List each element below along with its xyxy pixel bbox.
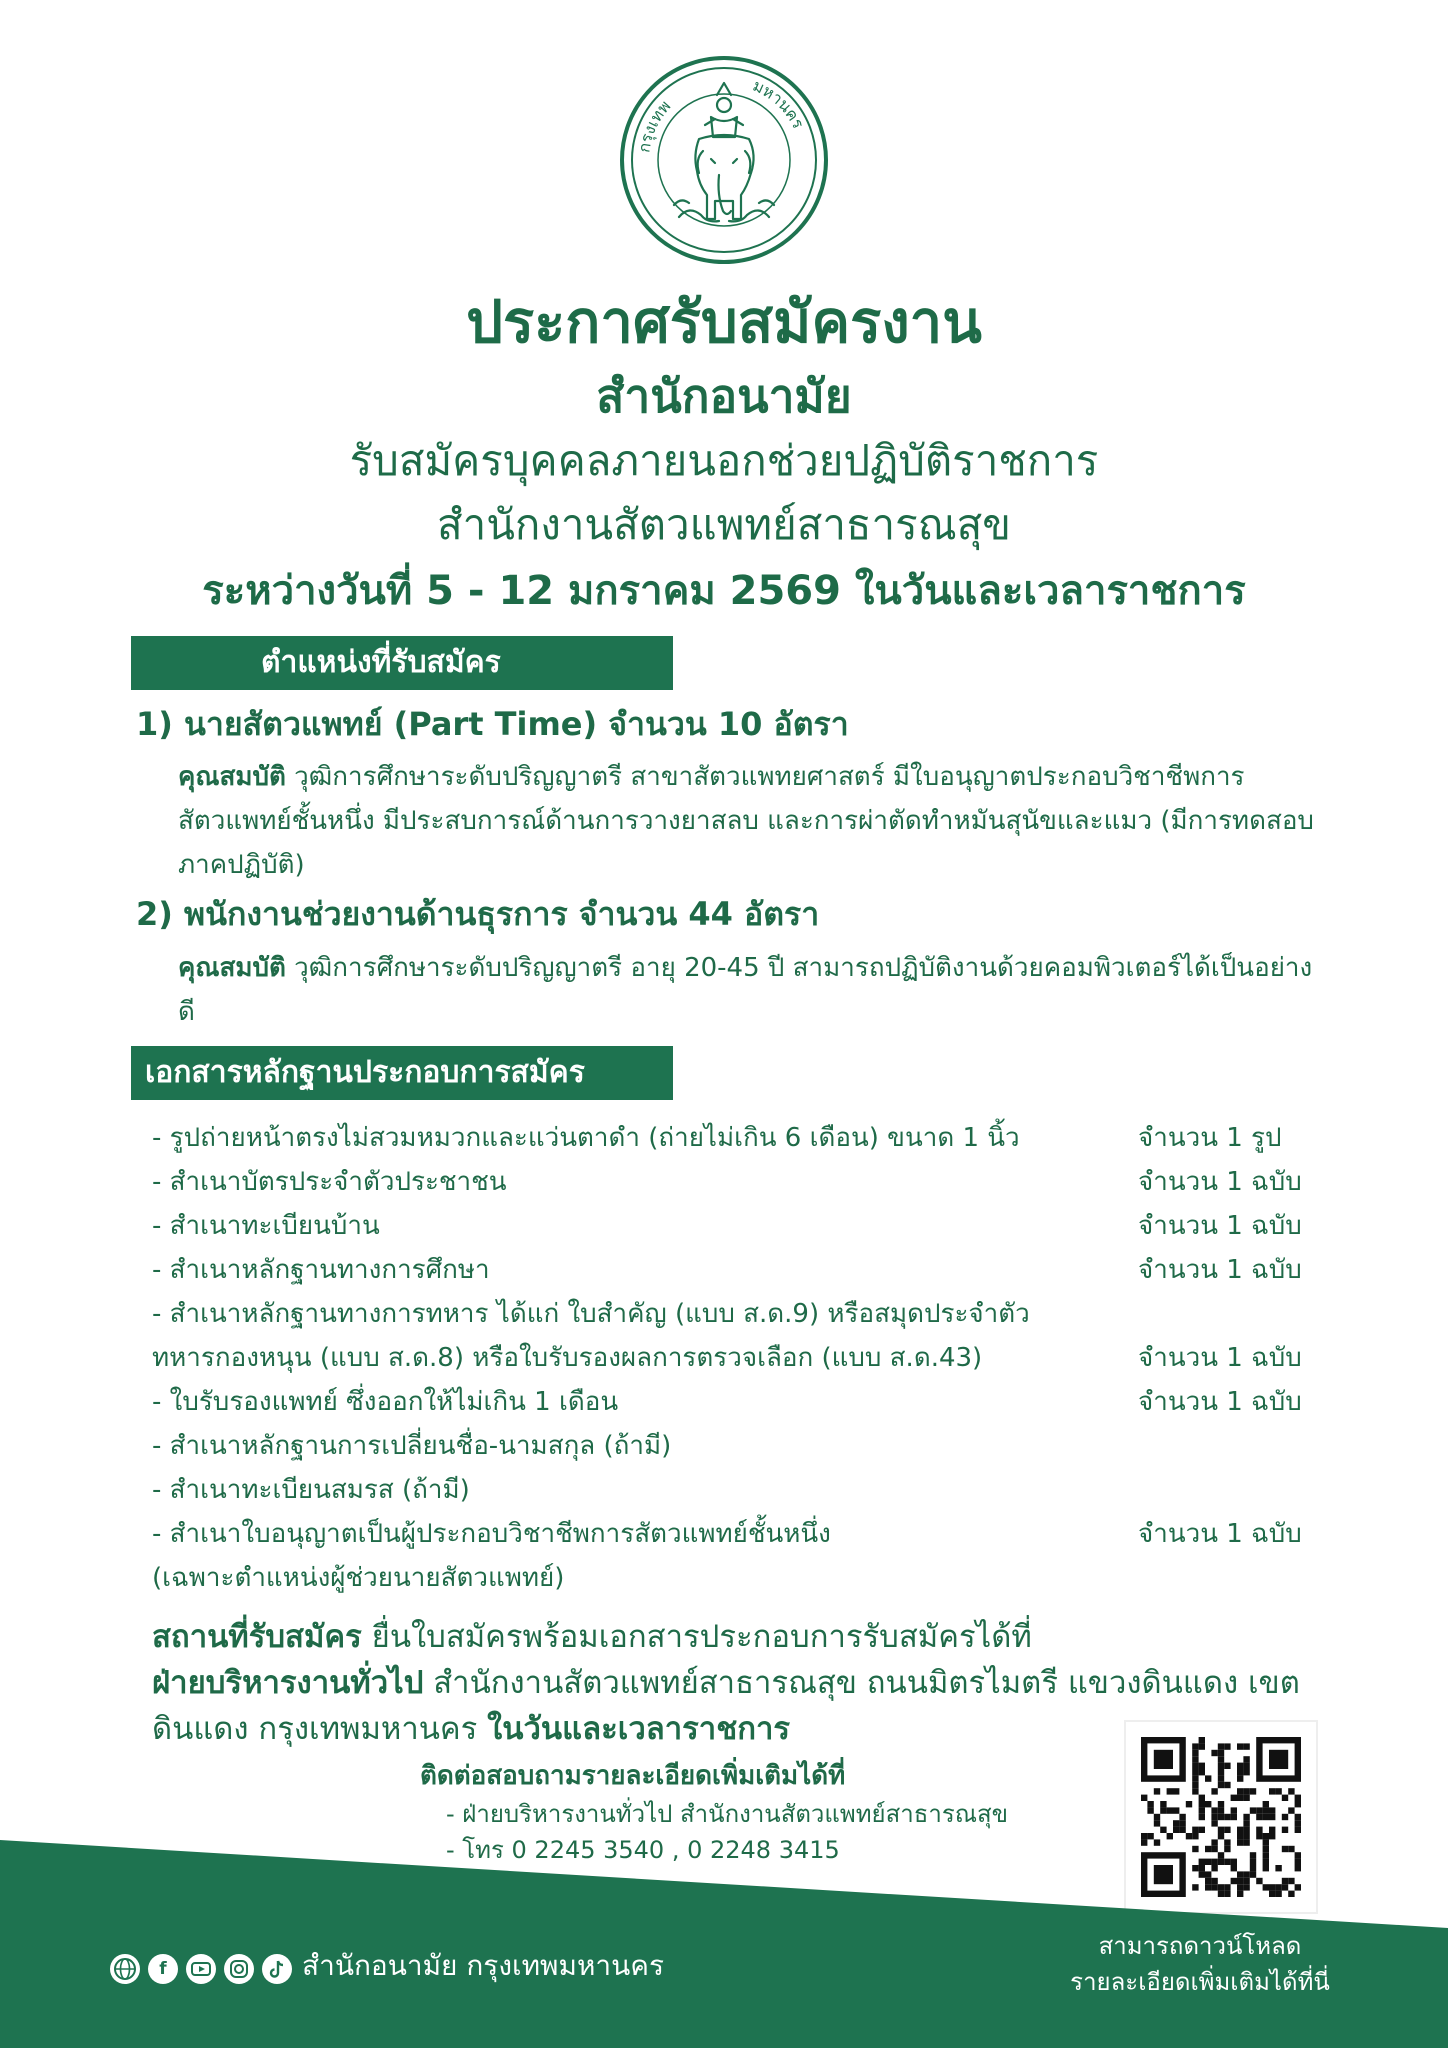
department-name: สำนักอนามัย	[596, 369, 852, 423]
position-2-qualification	[178, 946, 1328, 1034]
contact-phone: - โทร 0 2245 3540 , 0 2248 3415	[446, 1836, 840, 1864]
document-row	[152, 1160, 1312, 1204]
document-qty: จำนวน 1 ฉบับ	[1138, 1343, 1302, 1373]
application-period: ระหว่างวันที่ 5 - 12 มกราคม 2569 ในวันและเวลาราชการ	[202, 568, 1246, 614]
document-qty: จำนวน 1 ฉบับ	[1138, 1255, 1302, 1285]
footer-download-note	[1040, 1928, 1360, 2000]
contact-title: ติดต่อสอบถามรายละเอียดเพิ่มเติมได้ที่	[420, 1761, 846, 1791]
bangkok-seal-logo	[619, 55, 829, 265]
document-qty: จำนวน 1 ฉบับ	[1138, 1387, 1302, 1417]
document-text: - สำเนาทะเบียนบ้าน	[152, 1211, 380, 1241]
document-row	[152, 1204, 1312, 1248]
qualification-text: วุฒิการศึกษาระดับปริญญาตรี อายุ 20-45 ปี สามารถปฏิบัติงานด้วยคอมพิวเตอร์ได้เป็นอย่างดี	[178, 953, 1313, 1027]
position-2-title: 2) พนักงานช่วยงานด้านธุรการ จำนวน 44 อัตรา	[136, 895, 820, 933]
positions-heading: ตำแหน่งที่รับสมัคร	[131, 636, 673, 690]
document-row	[152, 1468, 1312, 1512]
office-label: ฝ่ายบริหารงานทั่วไป	[152, 1665, 424, 1701]
office-hours-label: ในวันและเวลาราชการ	[487, 1711, 791, 1747]
footer-download-line-2: รายละเอียดเพิ่มเติมได้ที่นี่	[1070, 1968, 1330, 1996]
youtube-icon[interactable]	[186, 1954, 216, 1984]
document-qty: จำนวน 1 ฉบับ	[1138, 1519, 1302, 1549]
document-row	[152, 1248, 1312, 1292]
instagram-icon[interactable]	[224, 1954, 254, 1984]
position-1-title: 1) นายสัตวแพทย์ (Part Time) จำนวน 10 อัตรา	[136, 705, 849, 743]
document-row	[152, 1380, 1312, 1424]
qualification-label: คุณสมบัติ	[178, 762, 286, 792]
document-text: ทหารกองหนุน (แบบ ส.ด.8) หรือใบรับรองผลการตรวจเลือก (แบบ ส.ด.43)	[152, 1343, 983, 1373]
subtitle-recruitment: รับสมัครบุคคลภายนอกช่วยปฏิบัติราชการ	[349, 436, 1099, 485]
document-text: - สำเนาบัตรประจำตัวประชาชน	[152, 1167, 507, 1197]
document-text: - สำเนาหลักฐานทางการศึกษา	[152, 1255, 490, 1285]
contact-office: - ฝ่ายบริหารงานทั่วไป สำนักงานสัตวแพทย์สาธารณสุข	[446, 1800, 1009, 1828]
page-title: ประกาศรับสมัครงาน	[466, 288, 982, 356]
document-qty: จำนวน 1 รูป	[1138, 1123, 1282, 1153]
document-row	[152, 1424, 1312, 1468]
application-place-label: สถานที่รับสมัคร	[152, 1619, 362, 1655]
tiktok-icon[interactable]	[262, 1954, 292, 1984]
www-icon[interactable]	[110, 1954, 140, 1984]
application-place-text-1: ยื่นใบสมัครพร้อมเอกสารประกอบการรับสมัครได้ที่	[361, 1619, 1032, 1655]
document-text: (เฉพาะตำแหน่งผู้ช่วยนายสัตวแพทย์)	[152, 1563, 565, 1593]
position-1-qualification	[178, 755, 1328, 887]
document-text: - รูปถ่ายหน้าตรงไม่สวมหมวกและแว่นตาดำ (ถ่ายไม่เกิน 6 เดือน) ขนาด 1 นิ้ว	[152, 1123, 1020, 1153]
document-row	[152, 1116, 1312, 1160]
seal-text-right: มหานคร	[750, 75, 808, 132]
document-text: - สำเนาหลักฐานทางการทหาร ได้แก่ ใบสำคัญ (แบบ ส.ด.9) หรือสมุดประจำตัว	[152, 1299, 1030, 1329]
document-qty: จำนวน 1 ฉบับ	[1138, 1211, 1302, 1241]
document-row	[152, 1512, 1312, 1556]
document-row	[152, 1336, 1312, 1380]
document-row	[152, 1292, 1312, 1336]
footer-org-name: สำนักอนามัย กรุงเทพมหานคร	[302, 1949, 665, 1982]
qualification-label: คุณสมบัติ	[178, 953, 286, 983]
qualification-text: วุฒิการศึกษาระดับปริญญาตรี สาขาสัตวแพทยศาสตร์ มีใบอนุญาตประกอบวิชาชีพการสัตวแพทย์ชั้นหนึ่ง มีประสบการณ์ด้านการวางยาสลบ และการผ่าตัดทำหมันสุนัขและแมว (มีการทดสอบภาคปฏิบัติ)	[178, 762, 1314, 880]
document-text: - สำเนาหลักฐานการเปลี่ยนชื่อ-นามสกุล (ถ้ามี)	[152, 1431, 672, 1461]
documents-heading: เอกสารหลักฐานประกอบการสมัคร	[131, 1046, 673, 1100]
document-text: - สำเนาทะเบียนสมรส (ถ้ามี)	[152, 1475, 470, 1505]
seal-text-left: กรุงเทพ	[634, 96, 675, 154]
application-place-text-2: สำนักงานสัตวแพทย์สาธารณสุข ถนนมิตรไมตรี แขวงดินแดง เขตดินแดง กรุงเทพมหานคร	[152, 1665, 1300, 1747]
facebook-icon[interactable]: f	[148, 1954, 178, 1984]
footer-download-line-1: สามารถดาวน์โหลด	[1098, 1932, 1302, 1960]
document-text: - ใบรับรองแพทย์ ซึ่งออกให้ไม่เกิน 1 เดือน	[152, 1387, 619, 1417]
document-qty: จำนวน 1 ฉบับ	[1138, 1167, 1302, 1197]
document-row	[152, 1556, 1312, 1600]
document-text: - สำเนาใบอนุญาตเป็นผู้ประกอบวิชาชีพการสัตวแพทย์ชั้นหนึ่ง	[152, 1519, 831, 1549]
subtitle-office: สำนักงานสัตวแพทย์สาธารณสุข	[436, 500, 1011, 549]
